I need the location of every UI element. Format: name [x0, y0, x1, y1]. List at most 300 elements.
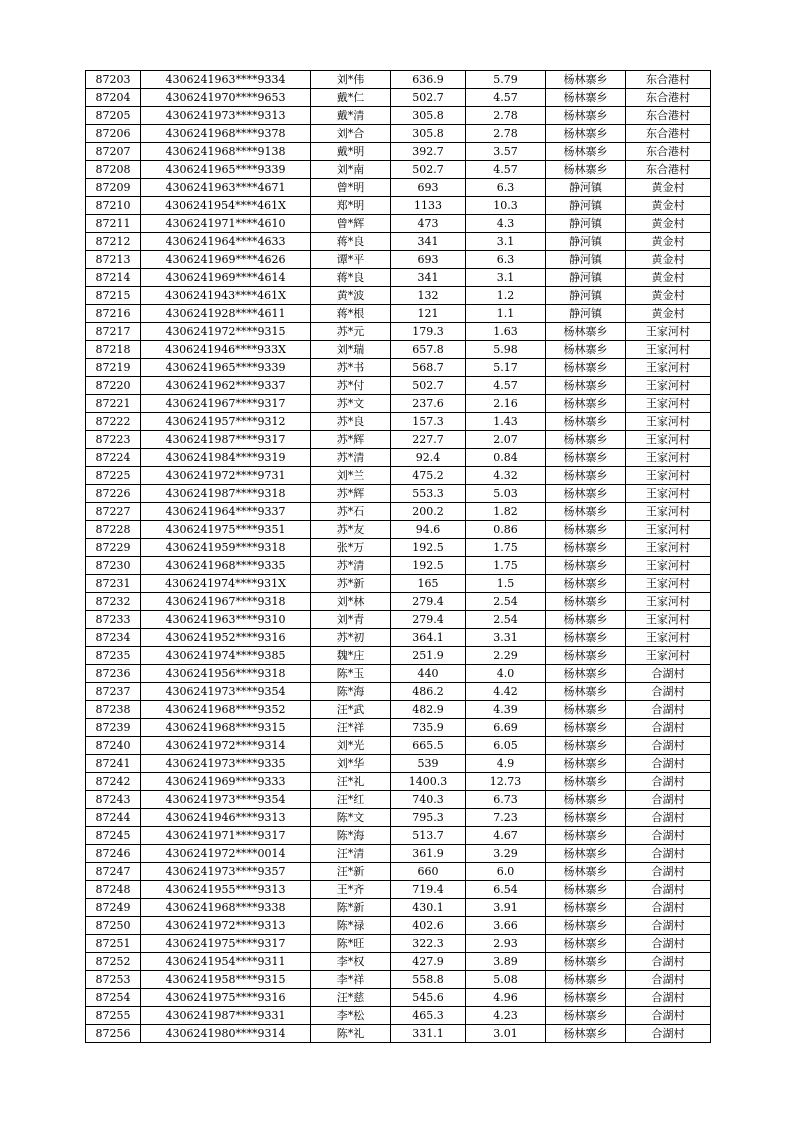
- table-cell-township: 杨林寨乡: [546, 323, 626, 341]
- table-cell-amount: 132: [391, 287, 466, 305]
- table-cell-village: 王家河村: [626, 341, 711, 359]
- table-cell-name: 汪*慈: [311, 989, 391, 1007]
- table-cell-township: 静河镇: [546, 269, 626, 287]
- table-cell-area: 4.23: [466, 1007, 546, 1025]
- table-cell-id_number: 4306241987****9317: [141, 431, 311, 449]
- table-cell-township: 杨林寨乡: [546, 629, 626, 647]
- table-cell-id_number: 4306241967****9318: [141, 593, 311, 611]
- table-cell-id_number: 4306241965****9339: [141, 161, 311, 179]
- table-cell-name: 苏*元: [311, 323, 391, 341]
- table-cell-amount: 430.1: [391, 899, 466, 917]
- table-cell-village: 王家河村: [626, 539, 711, 557]
- table-cell-serial: 87207: [86, 143, 141, 161]
- table-cell-serial: 87255: [86, 1007, 141, 1025]
- table-cell-area: 3.31: [466, 629, 546, 647]
- table-cell-id_number: 4306241972****9731: [141, 467, 311, 485]
- table-cell-name: 张*万: [311, 539, 391, 557]
- table-cell-amount: 693: [391, 179, 466, 197]
- table-cell-amount: 361.9: [391, 845, 466, 863]
- table-row: [86, 323, 711, 341]
- table-cell-serial: 87211: [86, 215, 141, 233]
- table-cell-township: 静河镇: [546, 179, 626, 197]
- table-cell-name: 汪*祥: [311, 719, 391, 737]
- table-cell-name: 汪*红: [311, 791, 391, 809]
- table-cell-area: 6.0: [466, 863, 546, 881]
- table-cell-village: 合湖村: [626, 809, 711, 827]
- table-cell-township: 杨林寨乡: [546, 845, 626, 863]
- table-cell-township: 杨林寨乡: [546, 899, 626, 917]
- table-cell-name: 蒋*根: [311, 305, 391, 323]
- table-cell-township: 杨林寨乡: [546, 737, 626, 755]
- table-cell-name: 陈*旺: [311, 935, 391, 953]
- table-cell-village: 黄金村: [626, 251, 711, 269]
- table-cell-id_number: 4306241968****9335: [141, 557, 311, 575]
- table-row: [86, 485, 711, 503]
- table-cell-name: 陈*禄: [311, 917, 391, 935]
- table-cell-amount: 427.9: [391, 953, 466, 971]
- table-cell-area: 6.3: [466, 251, 546, 269]
- table-cell-township: 杨林寨乡: [546, 593, 626, 611]
- table-cell-township: 杨林寨乡: [546, 413, 626, 431]
- table-cell-township: 静河镇: [546, 197, 626, 215]
- table-cell-amount: 545.6: [391, 989, 466, 1007]
- table-cell-amount: 121: [391, 305, 466, 323]
- table-cell-id_number: 4306241973****9335: [141, 755, 311, 773]
- table-cell-village: 黄金村: [626, 305, 711, 323]
- table-cell-name: 陈*海: [311, 683, 391, 701]
- table-cell-name: 蒋*良: [311, 269, 391, 287]
- table-cell-serial: 87241: [86, 755, 141, 773]
- table-cell-township: 杨林寨乡: [546, 683, 626, 701]
- table-cell-amount: 279.4: [391, 611, 466, 629]
- table-cell-area: 7.23: [466, 809, 546, 827]
- table-cell-village: 合湖村: [626, 881, 711, 899]
- table-cell-township: 杨林寨乡: [546, 89, 626, 107]
- table-cell-area: 3.1: [466, 233, 546, 251]
- table-row: [86, 629, 711, 647]
- table-cell-area: 4.9: [466, 755, 546, 773]
- table-cell-serial: 87239: [86, 719, 141, 737]
- table-row: [86, 305, 711, 323]
- table-cell-township: 静河镇: [546, 251, 626, 269]
- table-cell-township: 杨林寨乡: [546, 1025, 626, 1043]
- table-cell-serial: 87218: [86, 341, 141, 359]
- table-cell-amount: 636.9: [391, 71, 466, 89]
- table-cell-serial: 87238: [86, 701, 141, 719]
- table-row: [86, 467, 711, 485]
- table-cell-area: 6.3: [466, 179, 546, 197]
- table-cell-name: 谭*平: [311, 251, 391, 269]
- table-cell-area: 6.05: [466, 737, 546, 755]
- table-cell-township: 杨林寨乡: [546, 377, 626, 395]
- table-cell-area: 2.93: [466, 935, 546, 953]
- beneficiary-table: [85, 70, 711, 1043]
- table-cell-id_number: 4306241969****4626: [141, 251, 311, 269]
- table-cell-township: 杨林寨乡: [546, 575, 626, 593]
- table-cell-name: 郑*明: [311, 197, 391, 215]
- table-cell-village: 黄金村: [626, 179, 711, 197]
- table-cell-township: 杨林寨乡: [546, 755, 626, 773]
- table-cell-village: 合湖村: [626, 989, 711, 1007]
- table-row: [86, 71, 711, 89]
- table-cell-name: 戴*明: [311, 143, 391, 161]
- table-cell-name: 苏*书: [311, 359, 391, 377]
- table-cell-village: 王家河村: [626, 413, 711, 431]
- table-cell-id_number: 4306241973****9357: [141, 863, 311, 881]
- table-cell-id_number: 4306241973****9354: [141, 683, 311, 701]
- table-row: [86, 1025, 711, 1043]
- table-cell-name: 汪*新: [311, 863, 391, 881]
- table-row: [86, 737, 711, 755]
- table-cell-amount: 165: [391, 575, 466, 593]
- table-cell-area: 2.07: [466, 431, 546, 449]
- table-cell-township: 杨林寨乡: [546, 107, 626, 125]
- table-cell-area: 2.78: [466, 125, 546, 143]
- table-cell-village: 王家河村: [626, 575, 711, 593]
- table-cell-amount: 192.5: [391, 539, 466, 557]
- table-cell-name: 刘*兰: [311, 467, 391, 485]
- table-cell-serial: 87236: [86, 665, 141, 683]
- table-row: [86, 377, 711, 395]
- table-row: [86, 215, 711, 233]
- table-cell-serial: 87256: [86, 1025, 141, 1043]
- table-cell-township: 杨林寨乡: [546, 71, 626, 89]
- table-cell-village: 王家河村: [626, 593, 711, 611]
- table-cell-area: 3.91: [466, 899, 546, 917]
- table-cell-village: 合湖村: [626, 899, 711, 917]
- table-cell-id_number: 4306241954****9311: [141, 953, 311, 971]
- table-cell-township: 杨林寨乡: [546, 359, 626, 377]
- table-cell-township: 静河镇: [546, 287, 626, 305]
- table-cell-name: 苏*良: [311, 413, 391, 431]
- table-row: [86, 431, 711, 449]
- table-cell-id_number: 4306241962****9337: [141, 377, 311, 395]
- table-cell-name: 陈*海: [311, 827, 391, 845]
- table-cell-township: 杨林寨乡: [546, 773, 626, 791]
- table-cell-area: 10.3: [466, 197, 546, 215]
- table-cell-township: 杨林寨乡: [546, 665, 626, 683]
- table-row: [86, 881, 711, 899]
- table-cell-area: 4.57: [466, 377, 546, 395]
- table-row: [86, 701, 711, 719]
- table-cell-village: 合湖村: [626, 863, 711, 881]
- table-cell-village: 东合港村: [626, 161, 711, 179]
- table-cell-id_number: 4306241928****4611: [141, 305, 311, 323]
- table-cell-id_number: 4306241968****9378: [141, 125, 311, 143]
- table-cell-id_number: 4306241943****461X: [141, 287, 311, 305]
- table-cell-village: 东合港村: [626, 89, 711, 107]
- table-row: [86, 719, 711, 737]
- table-cell-serial: 87252: [86, 953, 141, 971]
- table-cell-township: 杨林寨乡: [546, 791, 626, 809]
- table-cell-area: 6.69: [466, 719, 546, 737]
- table-cell-village: 黄金村: [626, 215, 711, 233]
- table-cell-area: 0.86: [466, 521, 546, 539]
- table-row: [86, 557, 711, 575]
- table-cell-amount: 719.4: [391, 881, 466, 899]
- table-cell-amount: 440: [391, 665, 466, 683]
- table-cell-village: 东合港村: [626, 143, 711, 161]
- table-cell-village: 王家河村: [626, 359, 711, 377]
- table-cell-township: 杨林寨乡: [546, 1007, 626, 1025]
- table-cell-village: 王家河村: [626, 485, 711, 503]
- table-cell-name: 李*松: [311, 1007, 391, 1025]
- table-cell-name: 蒋*良: [311, 233, 391, 251]
- table-cell-amount: 665.5: [391, 737, 466, 755]
- table-cell-id_number: 4306241952****9316: [141, 629, 311, 647]
- table-row: [86, 107, 711, 125]
- table-cell-area: 5.98: [466, 341, 546, 359]
- table-row: [86, 989, 711, 1007]
- table-row: [86, 773, 711, 791]
- table-cell-area: 1.75: [466, 539, 546, 557]
- table-cell-id_number: 4306241987****9331: [141, 1007, 311, 1025]
- table-cell-area: 4.57: [466, 89, 546, 107]
- table-cell-serial: 87212: [86, 233, 141, 251]
- table-cell-area: 5.17: [466, 359, 546, 377]
- table-cell-village: 黄金村: [626, 269, 711, 287]
- table-cell-serial: 87246: [86, 845, 141, 863]
- table-cell-serial: 87224: [86, 449, 141, 467]
- table-cell-name: 刘*瑞: [311, 341, 391, 359]
- table-row: [86, 647, 711, 665]
- table-cell-id_number: 4306241972****0014: [141, 845, 311, 863]
- table-cell-name: 刘*华: [311, 755, 391, 773]
- table-cell-name: 苏*初: [311, 629, 391, 647]
- table-cell-id_number: 4306241958****9315: [141, 971, 311, 989]
- table-cell-serial: 87214: [86, 269, 141, 287]
- table-cell-amount: 92.4: [391, 449, 466, 467]
- table-cell-area: 4.32: [466, 467, 546, 485]
- table-cell-serial: 87228: [86, 521, 141, 539]
- table-cell-township: 杨林寨乡: [546, 989, 626, 1007]
- table-cell-amount: 341: [391, 233, 466, 251]
- table-cell-township: 杨林寨乡: [546, 971, 626, 989]
- table-cell-id_number: 4306241972****9313: [141, 917, 311, 935]
- table-cell-township: 杨林寨乡: [546, 611, 626, 629]
- table-body: [86, 71, 711, 1043]
- table-cell-township: 杨林寨乡: [546, 449, 626, 467]
- table-cell-amount: 305.8: [391, 125, 466, 143]
- table-row: [86, 269, 711, 287]
- table-row: [86, 935, 711, 953]
- table-cell-area: 5.08: [466, 971, 546, 989]
- table-cell-village: 合湖村: [626, 917, 711, 935]
- table-cell-village: 合湖村: [626, 971, 711, 989]
- table-cell-id_number: 4306241973****9313: [141, 107, 311, 125]
- table-cell-township: 杨林寨乡: [546, 521, 626, 539]
- table-cell-amount: 558.8: [391, 971, 466, 989]
- table-cell-area: 1.2: [466, 287, 546, 305]
- table-cell-area: 3.89: [466, 953, 546, 971]
- table-cell-serial: 87213: [86, 251, 141, 269]
- table-row: [86, 89, 711, 107]
- table-row: [86, 917, 711, 935]
- table-cell-area: 6.73: [466, 791, 546, 809]
- table-cell-serial: 87240: [86, 737, 141, 755]
- table-cell-name: 陈*礼: [311, 1025, 391, 1043]
- table-cell-name: 陈*文: [311, 809, 391, 827]
- table-cell-id_number: 4306241968****9315: [141, 719, 311, 737]
- table-cell-township: 杨林寨乡: [546, 161, 626, 179]
- table-cell-name: 汪*武: [311, 701, 391, 719]
- table-cell-amount: 795.3: [391, 809, 466, 827]
- table-cell-serial: 87253: [86, 971, 141, 989]
- table-cell-village: 王家河村: [626, 449, 711, 467]
- table-cell-area: 0.84: [466, 449, 546, 467]
- table-cell-serial: 87208: [86, 161, 141, 179]
- table-cell-amount: 660: [391, 863, 466, 881]
- table-cell-name: 刘*南: [311, 161, 391, 179]
- table-row: [86, 827, 711, 845]
- table-cell-amount: 465.3: [391, 1007, 466, 1025]
- table-cell-name: 李*祥: [311, 971, 391, 989]
- table-row: [86, 953, 711, 971]
- table-cell-area: 1.82: [466, 503, 546, 521]
- table-cell-id_number: 4306241955****9313: [141, 881, 311, 899]
- table-cell-amount: 227.7: [391, 431, 466, 449]
- table-cell-serial: 87219: [86, 359, 141, 377]
- table-cell-id_number: 4306241965****9339: [141, 359, 311, 377]
- table-cell-id_number: 4306241969****9333: [141, 773, 311, 791]
- table-cell-name: 苏*辉: [311, 431, 391, 449]
- table-cell-township: 杨林寨乡: [546, 935, 626, 953]
- table-cell-village: 王家河村: [626, 467, 711, 485]
- table-cell-amount: 513.7: [391, 827, 466, 845]
- table-cell-serial: 87229: [86, 539, 141, 557]
- table-cell-serial: 87225: [86, 467, 141, 485]
- table-cell-amount: 237.6: [391, 395, 466, 413]
- table-row: [86, 791, 711, 809]
- table-cell-id_number: 4306241954****461X: [141, 197, 311, 215]
- table-cell-amount: 392.7: [391, 143, 466, 161]
- table-cell-amount: 693: [391, 251, 466, 269]
- table-cell-id_number: 4306241970****9653: [141, 89, 311, 107]
- table-cell-township: 杨林寨乡: [546, 881, 626, 899]
- table-cell-name: 魏*庄: [311, 647, 391, 665]
- table-cell-serial: 87247: [86, 863, 141, 881]
- table-cell-area: 3.66: [466, 917, 546, 935]
- table-cell-serial: 87230: [86, 557, 141, 575]
- table-cell-id_number: 4306241967****9317: [141, 395, 311, 413]
- table-cell-amount: 279.4: [391, 593, 466, 611]
- table-cell-amount: 486.2: [391, 683, 466, 701]
- table-cell-village: 合湖村: [626, 773, 711, 791]
- table-cell-name: 苏*清: [311, 449, 391, 467]
- table-cell-serial: 87251: [86, 935, 141, 953]
- table-cell-area: 4.67: [466, 827, 546, 845]
- table-row: [86, 611, 711, 629]
- table-cell-township: 杨林寨乡: [546, 863, 626, 881]
- table-cell-serial: 87249: [86, 899, 141, 917]
- table-row: [86, 971, 711, 989]
- table-cell-area: 5.03: [466, 485, 546, 503]
- table-cell-name: 刘*光: [311, 737, 391, 755]
- table-cell-area: 5.79: [466, 71, 546, 89]
- table-cell-village: 合湖村: [626, 1025, 711, 1043]
- table-cell-id_number: 4306241946****9313: [141, 809, 311, 827]
- table-cell-name: 曾*明: [311, 179, 391, 197]
- table-cell-township: 杨林寨乡: [546, 917, 626, 935]
- table-row: [86, 341, 711, 359]
- table-cell-serial: 87222: [86, 413, 141, 431]
- table-cell-serial: 87233: [86, 611, 141, 629]
- table-cell-village: 合湖村: [626, 755, 711, 773]
- table-row: [86, 251, 711, 269]
- table-cell-amount: 251.9: [391, 647, 466, 665]
- table-cell-village: 王家河村: [626, 377, 711, 395]
- table-cell-village: 黄金村: [626, 287, 711, 305]
- table-cell-id_number: 4306241972****9315: [141, 323, 311, 341]
- table-row: [86, 845, 711, 863]
- table-cell-serial: 87203: [86, 71, 141, 89]
- table-cell-amount: 502.7: [391, 377, 466, 395]
- table-cell-village: 合湖村: [626, 1007, 711, 1025]
- table-cell-village: 合湖村: [626, 827, 711, 845]
- table-cell-serial: 87235: [86, 647, 141, 665]
- table-cell-serial: 87244: [86, 809, 141, 827]
- table-cell-amount: 331.1: [391, 1025, 466, 1043]
- table-cell-id_number: 4306241957****9312: [141, 413, 311, 431]
- table-cell-amount: 157.3: [391, 413, 466, 431]
- table-cell-name: 刘*林: [311, 593, 391, 611]
- table-cell-village: 王家河村: [626, 647, 711, 665]
- table-cell-id_number: 4306241974****9385: [141, 647, 311, 665]
- table-cell-amount: 553.3: [391, 485, 466, 503]
- table-cell-id_number: 4306241968****9338: [141, 899, 311, 917]
- table-cell-township: 杨林寨乡: [546, 485, 626, 503]
- table-cell-amount: 192.5: [391, 557, 466, 575]
- table-cell-id_number: 4306241946****933X: [141, 341, 311, 359]
- table-cell-name: 刘*伟: [311, 71, 391, 89]
- table-cell-name: 黄*波: [311, 287, 391, 305]
- table-cell-township: 静河镇: [546, 233, 626, 251]
- table-cell-village: 合湖村: [626, 719, 711, 737]
- table-cell-township: 杨林寨乡: [546, 341, 626, 359]
- table-cell-township: 杨林寨乡: [546, 953, 626, 971]
- table-cell-amount: 322.3: [391, 935, 466, 953]
- table-cell-area: 2.78: [466, 107, 546, 125]
- table-cell-area: 12.73: [466, 773, 546, 791]
- table-cell-area: 3.1: [466, 269, 546, 287]
- table-cell-amount: 568.7: [391, 359, 466, 377]
- table-cell-name: 汪*清: [311, 845, 391, 863]
- table-cell-township: 杨林寨乡: [546, 539, 626, 557]
- table-cell-village: 合湖村: [626, 845, 711, 863]
- table-cell-name: 苏*新: [311, 575, 391, 593]
- table-cell-name: 刘*合: [311, 125, 391, 143]
- table-cell-township: 静河镇: [546, 215, 626, 233]
- table-cell-serial: 87210: [86, 197, 141, 215]
- table-cell-name: 陈*玉: [311, 665, 391, 683]
- table-row: [86, 359, 711, 377]
- table-cell-township: 静河镇: [546, 305, 626, 323]
- table-row: [86, 503, 711, 521]
- table-row: [86, 521, 711, 539]
- table-cell-serial: 87232: [86, 593, 141, 611]
- table-cell-village: 王家河村: [626, 503, 711, 521]
- table-cell-id_number: 4306241987****9318: [141, 485, 311, 503]
- table-cell-village: 王家河村: [626, 431, 711, 449]
- table-cell-area: 1.43: [466, 413, 546, 431]
- table-cell-serial: 87223: [86, 431, 141, 449]
- table-cell-serial: 87204: [86, 89, 141, 107]
- table-cell-serial: 87217: [86, 323, 141, 341]
- table-row: [86, 665, 711, 683]
- table-cell-amount: 1400.3: [391, 773, 466, 791]
- table-cell-area: 1.75: [466, 557, 546, 575]
- table-cell-serial: 87245: [86, 827, 141, 845]
